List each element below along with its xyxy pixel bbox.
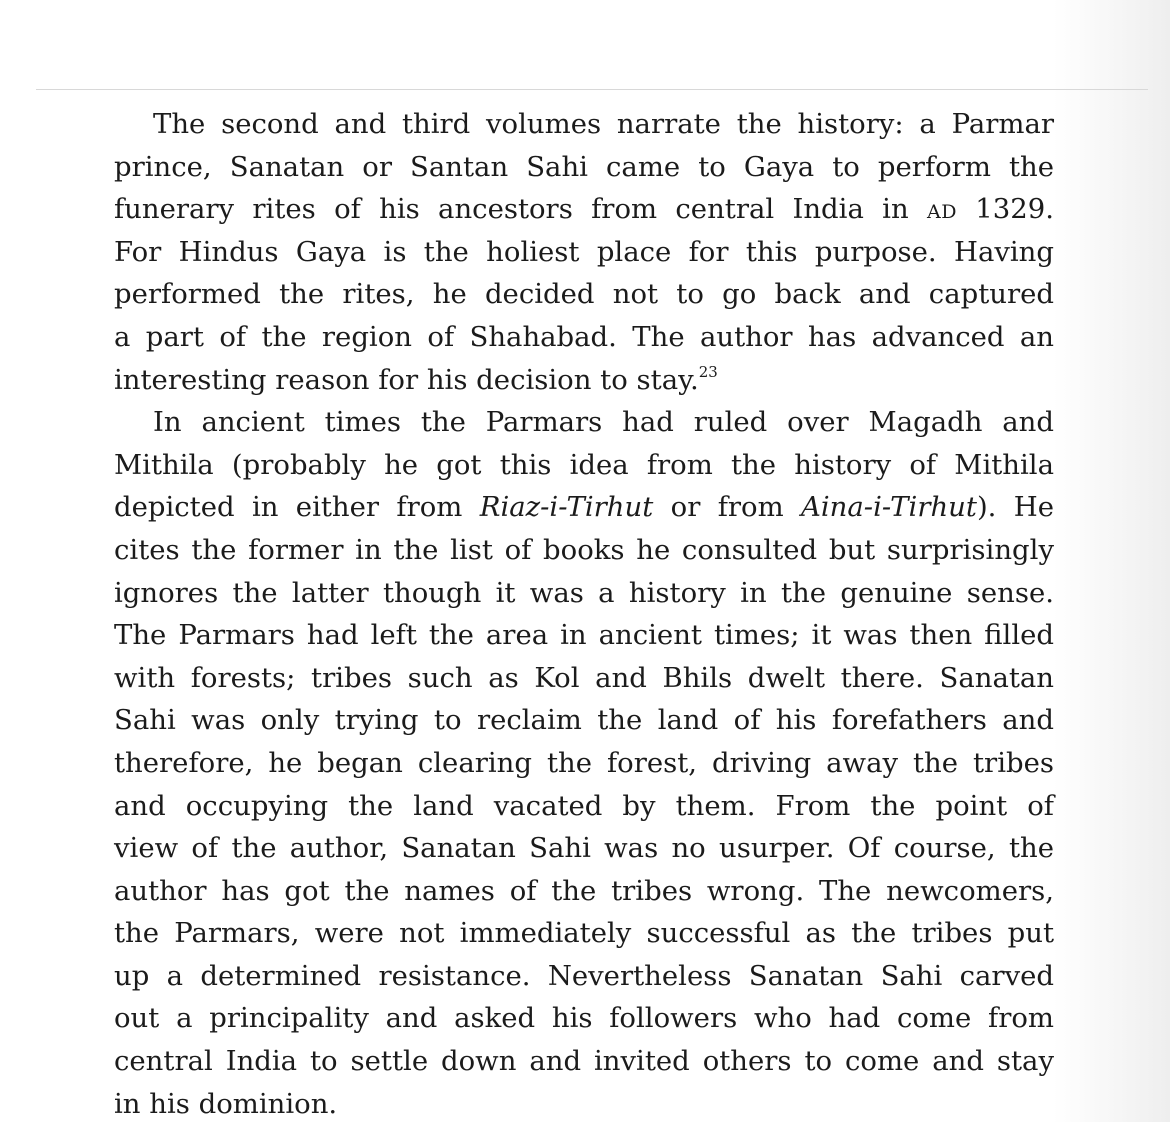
line-text: out a principality and asked his followers who had come from: [114, 1002, 1054, 1035]
line-text: In ancient times the Parmars had ruled over Magadh and: [153, 406, 1054, 439]
line-text: ignores the latter though it was a history in the genuine sense.: [114, 576, 1054, 609]
line-text: prince, Sanatan or Santan Sahi came to Gaya to perform the: [114, 150, 1054, 183]
text-line: [114, 359, 1054, 402]
paragraph-2: [114, 401, 1054, 1125]
text-line: [114, 912, 1054, 955]
line-text: the Parmars, were not immediately successful as the tribes put: [114, 917, 1054, 950]
year: 1329.: [975, 193, 1054, 226]
line-text: cites the former in the list of books he consulted but surprisingly: [114, 533, 1054, 566]
text-line: [114, 1083, 1054, 1125]
line-text: ). He: [976, 491, 1055, 524]
text-line: [114, 742, 1054, 785]
text-line: [114, 103, 1054, 146]
text-line: [114, 188, 1054, 231]
line-text: author has got the names of the tribes wrong. The newcomers,: [114, 874, 1054, 907]
line-text: funerary rites of his ancestors from central India in: [114, 193, 909, 226]
line-text: and occupying the land vacated by them. From the point of: [114, 789, 1054, 822]
text-line: [114, 401, 1054, 444]
line-text: Sahi was only trying to reclaim the land of his forefathers and: [114, 704, 1054, 737]
book-title-riaz: Riaz-i-Tirhut: [479, 491, 654, 524]
page-divider: [36, 89, 1148, 90]
line-text: up a determined resistance. Nevertheless Sanatan Sahi carved: [114, 959, 1054, 992]
text-line: [114, 699, 1054, 742]
line-text: in his dominion.: [114, 1087, 338, 1120]
text-line: [114, 316, 1054, 359]
line-text: performed the rites, he decided not to go back and captured: [114, 278, 1054, 311]
text-line: [114, 785, 1054, 828]
era-label: ad: [926, 193, 957, 226]
line-text: a part of the region of Shahabad. The author has advanced an: [114, 320, 1054, 353]
paragraph-1: [114, 103, 1054, 401]
text-line: [114, 273, 1054, 316]
line-text: central India to settle down and invited others to come and stay: [114, 1045, 1054, 1078]
footnote-reference[interactable]: 23: [698, 362, 718, 381]
body-text: [114, 103, 1054, 1125]
line-text: The second and third volumes narrate the history: a Parmar: [153, 108, 1054, 140]
text-line: [114, 529, 1054, 572]
text-line: [114, 955, 1054, 998]
text-line: [114, 827, 1054, 870]
text-line: [114, 614, 1054, 657]
book-title-aina: Aina-i-Tirhut: [801, 491, 977, 524]
text-line: [114, 231, 1054, 274]
line-text: view of the author, Sanatan Sahi was no usurper. Of course, the: [114, 832, 1054, 865]
text-line: [114, 1040, 1054, 1083]
text-line: [114, 444, 1054, 487]
line-text: For Hindus Gaya is the holiest place for this purpose. Having: [114, 235, 1054, 268]
line-text: with forests; tribes such as Kol and Bhils dwelt there. Sanatan: [114, 661, 1054, 694]
text-line: [114, 657, 1054, 700]
line-text: depicted in either from: [114, 491, 463, 524]
line-text: Mithila (probably he got this idea from the history of Mithila: [114, 448, 1054, 481]
line-text: therefore, he began clearing the forest, driving away the tribes: [114, 746, 1054, 779]
text-line: [114, 997, 1054, 1040]
text-line: [114, 572, 1054, 615]
text-line: [114, 146, 1054, 189]
text-line: [114, 870, 1054, 913]
text-line: [114, 486, 1054, 529]
line-text: The Parmars had left the area in ancient times; it was then filled: [114, 619, 1054, 652]
line-text: interesting reason for his decision to stay.: [114, 363, 699, 396]
line-text: or from: [670, 491, 784, 524]
